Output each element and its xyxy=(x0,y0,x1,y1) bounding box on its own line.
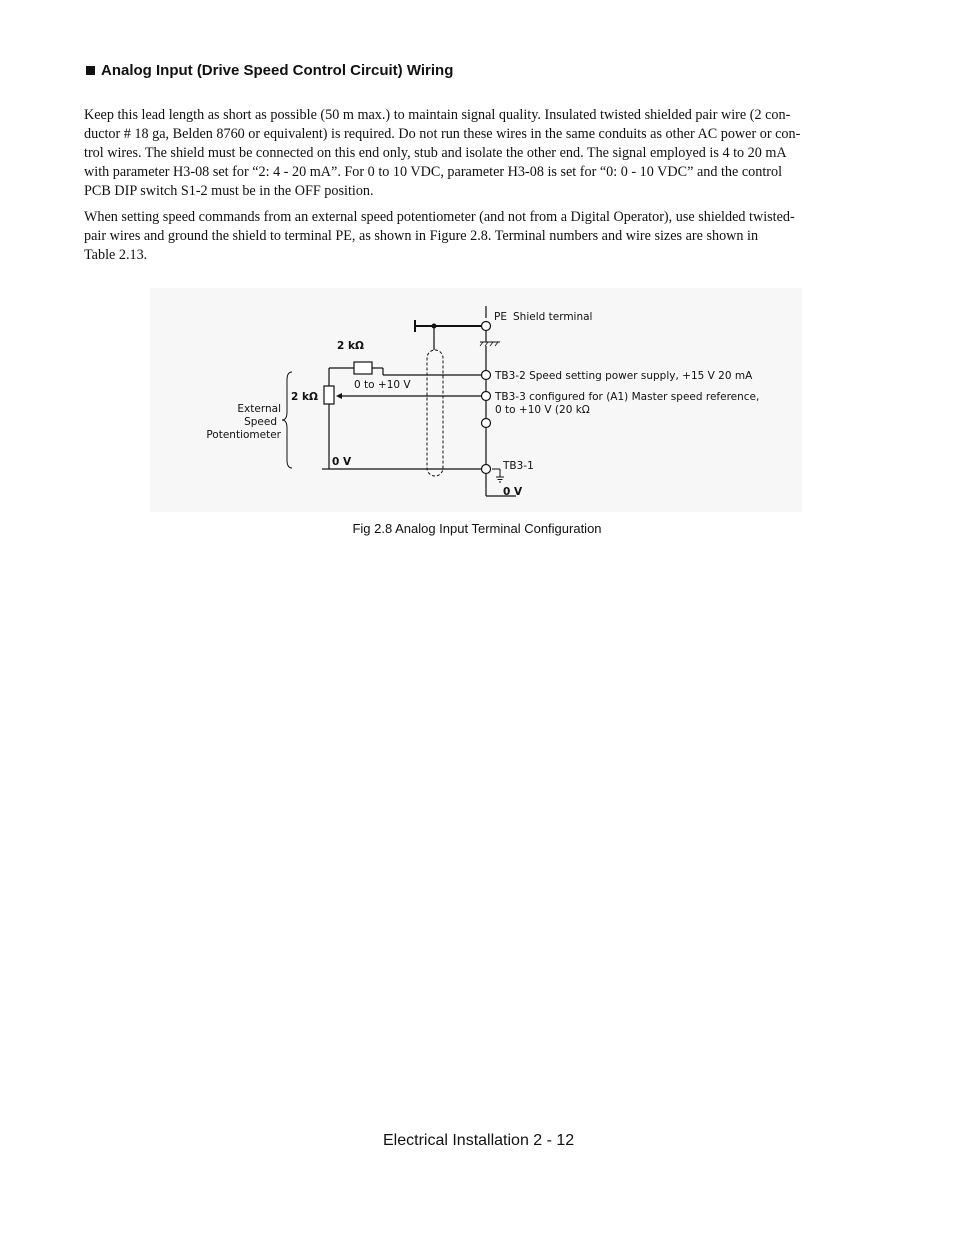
paragraph-line: When setting speed commands from an external speed potentiometer (and not from a Digital Operator), use shielded twisted- xyxy=(84,209,795,225)
pot-label-speed: Speed xyxy=(244,416,277,428)
tb3-1-label: TB3-1 xyxy=(503,460,534,472)
page-footer: Electrical Installation 2 - 12 xyxy=(383,1132,575,1149)
pe-terminal xyxy=(482,322,491,331)
pe-label: PE xyxy=(494,311,507,323)
pot-label-external: External xyxy=(237,403,281,415)
pot-resistor-label: 2 kΩ xyxy=(291,391,318,403)
figure-caption: Fig 2.8 Analog Input Terminal Configuration xyxy=(352,521,602,536)
zero-volt-right-label: 0 V xyxy=(503,486,523,498)
potentiometer-brace xyxy=(282,372,292,468)
intermediate-terminal xyxy=(482,419,491,428)
shielded-cable xyxy=(427,350,443,476)
zero-volt-left-label: 0 V xyxy=(332,456,352,468)
paragraph-line: Table 2.13. xyxy=(84,247,148,263)
paragraph-line: PCB DIP switch S1-2 must be in the OFF position. xyxy=(84,183,374,199)
tb3-2-terminal xyxy=(482,371,491,380)
section-title: Analog Input (Drive Speed Control Circuit) Wiring xyxy=(101,62,454,79)
wiring-diagram xyxy=(150,288,802,512)
tb3-1-terminal xyxy=(482,465,491,474)
paragraph-line: with parameter H3-08 set for “2: 4 - 20 mA”. For 0 to 10 VDC, parameter H3-08 is set for “0: 0 - 10 VDC” and the control xyxy=(84,164,783,180)
tb3-3-terminal xyxy=(482,392,491,401)
wiper-arrow-icon xyxy=(336,393,342,399)
shield-terminal-label: Shield terminal xyxy=(513,311,593,323)
paragraph-line: ductor # 18 ga, Belden 8760 or equivalent) is required. Do not run these wires in the same conduits as other AC power or con- xyxy=(84,126,801,142)
frame-ground-hatch xyxy=(490,342,493,346)
tb3-3-label: TB3-3 configured for (A1) Master speed reference, xyxy=(495,391,760,403)
voltage-range-label: 0 to +10 V xyxy=(354,379,411,391)
series-resistor xyxy=(354,362,372,374)
frame-ground-hatch xyxy=(480,342,483,346)
tb3-2-label: TB3-2 Speed setting power supply, +15 V 20 mA xyxy=(495,370,753,382)
paragraph-line: pair wires and ground the shield to terminal PE, as shown in Figure 2.8. Terminal numbers and wire sizes are shown in xyxy=(84,228,759,244)
frame-ground-hatch xyxy=(485,342,488,346)
paragraph-line: Keep this lead length as short as possible (50 m max.) to maintain signal quality. Insulated twisted shielded pair wire (2 con- xyxy=(84,107,791,123)
paragraph-potentiometer xyxy=(84,208,874,265)
frame-ground-hatch xyxy=(495,342,498,346)
paragraph-lead-length xyxy=(84,106,874,201)
tb3-3-range-label: 0 to +10 V (20 kΩ xyxy=(495,404,590,416)
top-resistor-label: 2 kΩ xyxy=(337,340,364,352)
section-heading xyxy=(86,62,453,79)
potentiometer xyxy=(324,386,334,404)
paragraph-line: trol wires. The shield must be connected on this end only, stub and isolate the other end. The signal employed is 4 to 20 mA xyxy=(84,145,787,161)
wiring-diagram-svg xyxy=(150,288,802,512)
pot-label-potentiometer: Potentiometer xyxy=(206,429,281,441)
square-bullet-icon xyxy=(86,66,95,75)
